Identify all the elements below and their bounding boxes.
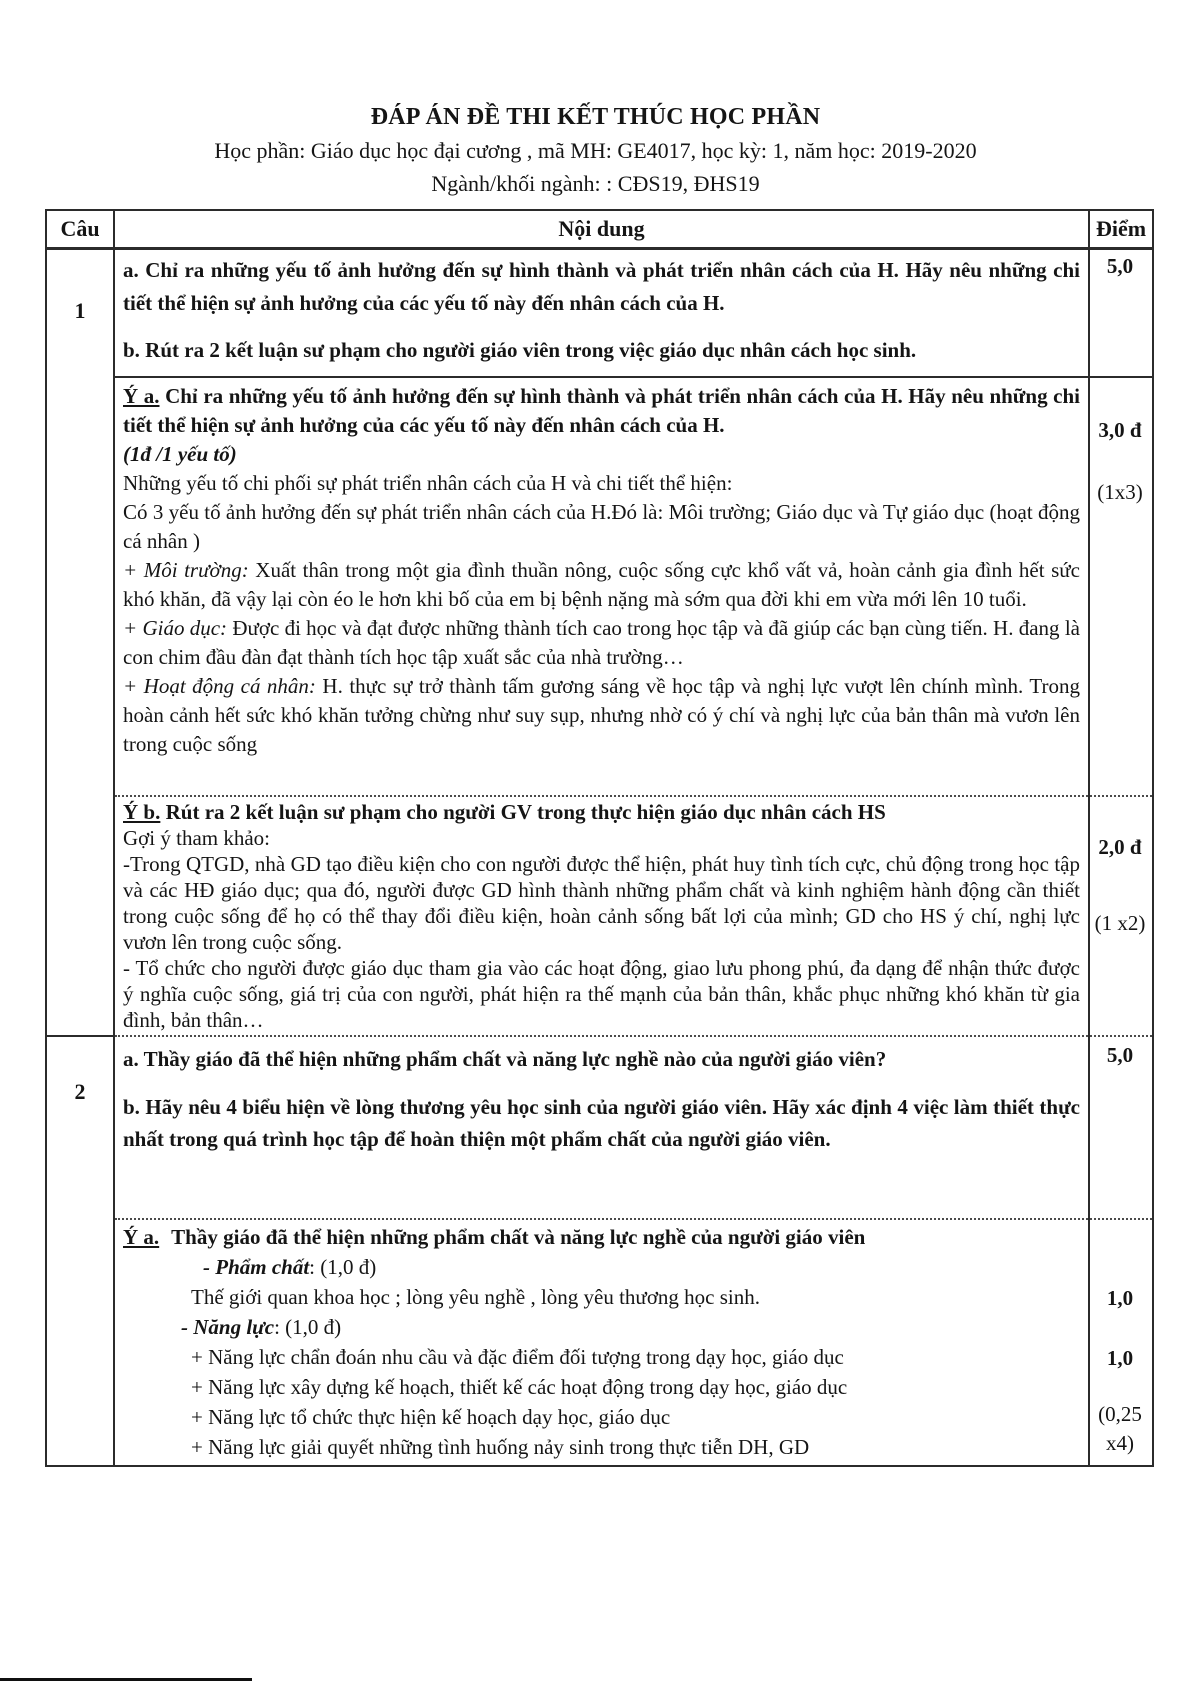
q1-ya-heading-note: (1đ /1 yếu tố) [123,442,237,466]
q1-points: 5,0 [1106,254,1134,278]
q1-ya-p5: + Hoạt động cá nhân: H. thực sự trở thành tấm gương sáng về học tập và nghị lực vượt lên chính mình. Trong hoàn cảnh hết sức khó khăn tưởng chừng như suy sụp, nhưng nhờ có ý chí và nghị lực của bản thân mà vươn lên trong cuộc sống [123,674,1080,756]
q1-answer-a-cell [114,377,1089,796]
column-header-diem: Điểm [1089,210,1153,249]
q1-ya-points-detail: (1x3) [1097,480,1143,504]
q1-question-points-cell [1089,249,1153,378]
q2-question-a: a. Thầy giáo đã thể hiện những phẩm chất và năng lực nghề nào của người giáo viên? [123,1047,887,1071]
q1-yb-p3: - Tổ chức cho người được giáo dục tham gia vào các hoạt động, giao lưu phong phú, đa dạng để nhận thức được ý nghĩa cuộc sống, giá trị của con người, phát hiện ra thế mạnh của bản thân, khắc phục những khó khăn từ gia đình, bản thân… [123,956,1080,1032]
q1-ya-points: 3,0 đ [1098,418,1142,442]
column-header-noidung: Nội dung [114,210,1089,249]
q2-ya-points-2: 1,0 [1106,1346,1134,1370]
q1-ya-points-cell [1089,377,1153,796]
q1-question-a: a. Chỉ ra những yếu tố ảnh hưởng đến sự hình thành và phát triển nhân cách của H. Hãy nêu những chi tiết thể hiện sự ảnh hưởng của các yếu tố này đến nhân cách của H. [123,258,1080,315]
q2-ya-line1: Thế giới quan khoa học ; lòng yêu nghề , lòng yêu thương học sinh. [191,1285,760,1309]
q2-ya-points-3b: x4) [1106,1431,1134,1455]
q1-question-b: b. Rút ra 2 kết luận sư phạm cho người giáo viên trong việc giáo dục nhân cách học sinh. [123,338,917,362]
q2-ya-points-1: 1,0 [1106,1286,1134,1310]
q1-yb-p2: -Trong QTGD, nhà GD tạo điều kiện cho con người được thể hiện, phát huy tình tích cực, chủ động trong học tập và các HĐ giáo dục; qua đó, người được GD hình thành những phẩm chất và kinh nghiệm hành động cần thiết trong cuộc sống để họ có thể thay đổi điều kiện, hoàn cảnh sống bất lợi của mình; GD cho HS ý chí, nghị lực vươn lên trong cuộc sống. [123,852,1080,954]
q1-yb-points-detail: (1 x2) [1094,911,1146,935]
footer-scan-line [0,1678,252,1681]
q2-question-cell [114,1036,1089,1219]
q2-question-row [46,1036,1153,1219]
q2-ya-line2: + Năng lực chẩn đoán nhu cầu và đặc điểm đối tượng trong dạy học, giáo dục [191,1345,844,1369]
q2-number-cell [46,1036,114,1466]
course-subtitle: Học phần: Giáo dục học đại cương , mã MH: GE4017, học kỳ: 1, năm học: 2019-2020 [214,138,977,163]
q1-ya-p2: Có 3 yếu tố ảnh hưởng đến sự phát triển nhân cách của H.Đó là: Môi trường; Giáo dục và Tự giáo dục (hoạt động cá nhân ) [123,500,1080,553]
q1-number: 1 [74,298,86,323]
q1-question-cell [114,249,1089,378]
q1-ya-p3: + Môi trường: Xuất thân trong một gia đình thuần nông, cuộc sống cực khổ vất vả, hoàn cảnh gia đình hết sức khó khăn, đã vậy lại còn éo le hơn khi bố của em bị bệnh nặng mà sớm qua đời khi em vừa mới lên 10 tuổi. [123,558,1080,611]
q1-yb-points: 2,0 đ [1098,835,1142,859]
q1-answer-b-row [46,796,1153,1036]
q1-answer-a-row [46,377,1153,796]
q2-number: 2 [74,1079,86,1104]
q1-ya-p4: + Giáo dục: Được đi học và đạt được những thành tích cao trong học tập và đã giúp các bạn cùng tiến. H. đang là con chim đầu đàn đạt thành tích học tập xuất sắc của nhà trường… [123,616,1080,669]
q1-answer-b-cell [114,796,1089,1036]
q2-answer-a-row [46,1219,1153,1466]
q2-ya-line4: + Năng lực tổ chức thực hiện kế hoạch dạy học, giáo dục [191,1405,671,1429]
q1-ya-heading: Ý a. Chỉ ra những yếu tố ảnh hưởng đến sự hình thành và phát triển nhân cách của H. Hãy nêu những chi tiết thể hiện sự ảnh hưởng của các yếu tố này đến nhân cách của H. [123,384,1080,437]
q2-ya-line5: + Năng lực giải quyết những tình huống nảy sinh trong thực tiễn DH, GD [191,1435,810,1459]
column-header-cau: Câu [46,210,114,249]
q2-answer-a-cell [114,1219,1089,1466]
q2-ya-heading: Ý a. Thầy giáo đã thể hiện những phẩm chất và năng lực nghề của người giáo viên [123,1225,866,1249]
q2-question-b: b. Hãy nêu 4 biểu hiện về lòng thương yêu học sinh của người giáo viên. Hãy xác định 4 việc làm thiết thực nhất trong quá trình học tập để hoàn thiện một phẩm chất của người giáo viên. [123,1095,1080,1151]
q2-ya-points-3a: (0,25 [1098,1402,1142,1426]
q2-ya-line3: + Năng lực xây dựng kế hoạch, thiết kế các hoạt động trong dạy học, giáo dục [191,1375,848,1399]
q1-yb-heading: Ý b. Rút ra 2 kết luận sư phạm cho người GV trong thực hiện giáo dục nhân cách HS [123,800,886,824]
q2-points: 5,0 [1106,1043,1134,1067]
footer-scan-marks [282,1678,330,1682]
table-header-row [46,210,1153,249]
q1-yb-p1: Gợi ý tham khảo: [123,826,270,850]
q1-yb-points-cell [1089,796,1153,1036]
q1-question-row [46,249,1153,378]
page-title: ĐÁP ÁN ĐỀ THI KẾT THÚC HỌC PHẦN [370,104,821,130]
q2-question-points-cell [1089,1036,1153,1219]
q2-ya-nang-luc: - Năng lực: (1,0 đ) [181,1315,342,1339]
q2-ya-pham-chat: - Phẩm chất: (1,0 đ) [203,1255,377,1279]
major-subtitle: Ngành/khối ngành: : CĐS19, ĐHS19 [431,171,760,196]
document-header [0,0,1191,197]
q2-ya-points-cell [1089,1219,1153,1466]
q1-ya-p1: Những yếu tố chi phối sự phát triển nhân cách của H và chi tiết thể hiện: [123,471,733,495]
answer-key-table [45,209,1154,1467]
q1-number-cell [46,249,114,1037]
